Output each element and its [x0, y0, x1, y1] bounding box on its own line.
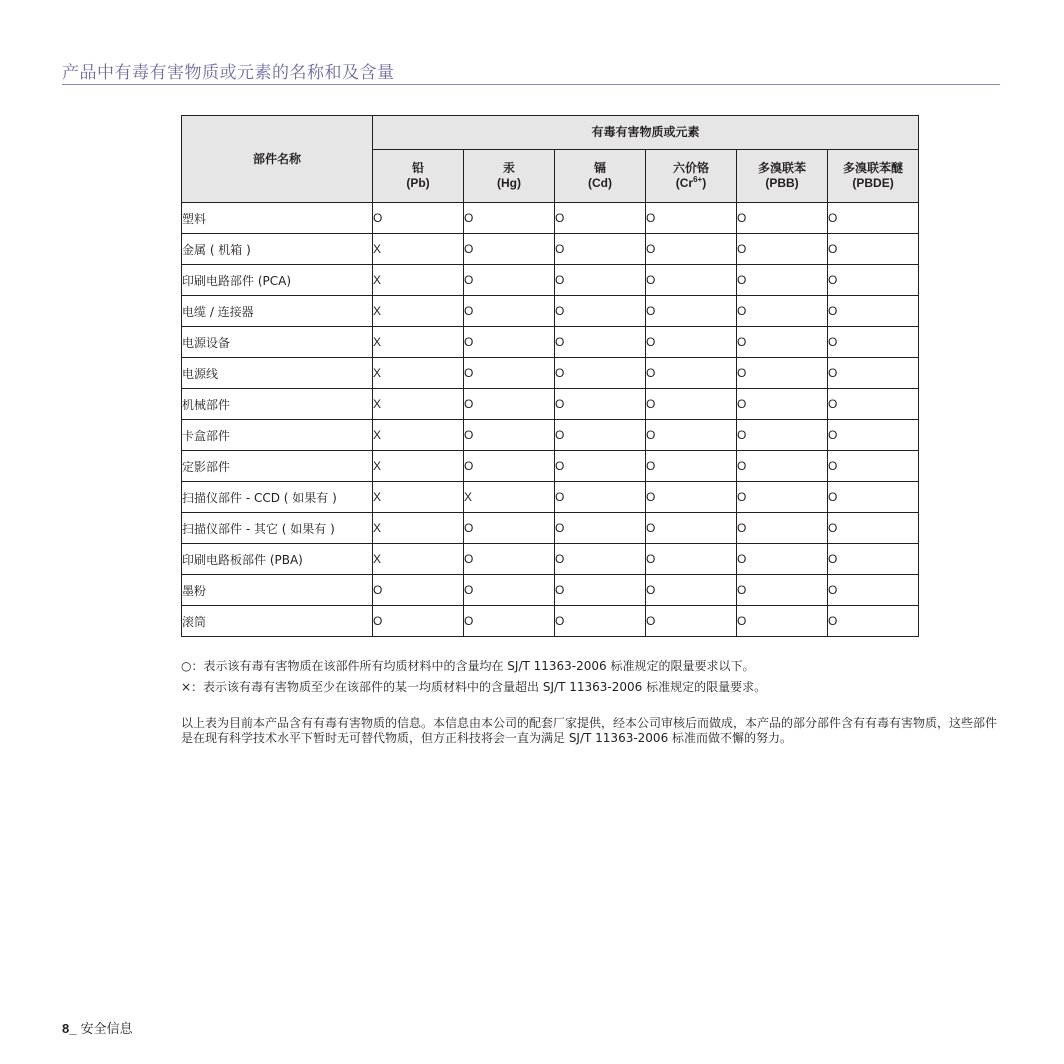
table-row — [182, 358, 919, 389]
legend — [181, 656, 766, 698]
substance-mark-cell: X — [373, 420, 464, 451]
substance-mark-cell: O — [464, 203, 555, 234]
part-name-cell: 定影部件 — [182, 451, 373, 482]
substance-mark-cell: O — [737, 575, 828, 606]
substance-mark-cell: O — [373, 575, 464, 606]
substance-mark-cell: O — [555, 358, 646, 389]
substance-mark-cell: O — [737, 451, 828, 482]
substance-mark-cell: O — [555, 234, 646, 265]
substance-mark-cell: X — [373, 544, 464, 575]
substance-mark-cell: O — [737, 544, 828, 575]
substance-mark-cell: O — [828, 265, 919, 296]
substance-mark-cell: O — [828, 544, 919, 575]
substance-column-header — [737, 150, 828, 203]
substance-mark-cell: O — [464, 420, 555, 451]
substance-mark-cell: O — [464, 234, 555, 265]
substance-mark-cell: O — [737, 265, 828, 296]
part-name-cell: 金属 ( 机箱 ) — [182, 234, 373, 265]
part-name-cell: 电源设备 — [182, 327, 373, 358]
page-number: 8_ — [62, 1021, 77, 1036]
substance-mark-cell: O — [828, 606, 919, 637]
substance-mark-cell: O — [464, 265, 555, 296]
substance-mark-cell: X — [373, 234, 464, 265]
substance-mark-cell: O — [646, 327, 737, 358]
substance-mark-cell: O — [555, 451, 646, 482]
substance-mark-cell: O — [555, 420, 646, 451]
substance-mark-cell: O — [828, 296, 919, 327]
table-row — [182, 451, 919, 482]
table-row — [182, 265, 919, 296]
table-row — [182, 606, 919, 637]
part-name-cell: 墨粉 — [182, 575, 373, 606]
table-row — [182, 234, 919, 265]
table-row — [182, 389, 919, 420]
substance-mark-cell: O — [828, 513, 919, 544]
substance-mark-cell: X — [373, 358, 464, 389]
substance-group-header: 有毒有害物质或元素 — [373, 116, 919, 150]
substance-mark-cell: O — [828, 389, 919, 420]
substance-mark-cell: X — [373, 513, 464, 544]
table-row — [182, 420, 919, 451]
table-row — [182, 544, 919, 575]
substance-mark-cell: O — [555, 265, 646, 296]
substance-mark-cell: O — [828, 451, 919, 482]
substance-mark-cell: O — [555, 575, 646, 606]
section-name: 安全信息 — [80, 1022, 133, 1037]
substance-mark-cell: O — [646, 482, 737, 513]
substance-column-header — [464, 150, 555, 203]
substance-mark-cell: X — [373, 482, 464, 513]
substance-mark-cell: O — [646, 575, 737, 606]
part-name-cell: 印刷电路部件 (PCA) — [182, 265, 373, 296]
page-title: 产品中有毒有害物质或元素的名称和及含量 — [62, 63, 395, 83]
table-row — [182, 482, 919, 513]
table-row — [182, 327, 919, 358]
substance-mark-cell: X — [373, 265, 464, 296]
table-row — [182, 296, 919, 327]
substance-mark-cell: O — [737, 420, 828, 451]
substance-mark-cell: O — [828, 327, 919, 358]
part-name-cell: 扫描仪部件 - CCD ( 如果有 ) — [182, 482, 373, 513]
substance-mark-cell: O — [646, 513, 737, 544]
substance-name: 多溴联苯 — [757, 161, 806, 175]
substance-mark-cell: O — [646, 389, 737, 420]
substance-mark-cell: O — [737, 606, 828, 637]
substance-mark-cell: O — [555, 203, 646, 234]
substance-mark-cell: O — [828, 575, 919, 606]
part-name-cell: 电源线 — [182, 358, 373, 389]
substance-mark-cell: O — [737, 389, 828, 420]
table-row — [182, 513, 919, 544]
substance-mark-cell: O — [646, 265, 737, 296]
substance-name: 六价铬 — [672, 161, 709, 175]
legend-circle: ○：表示该有毒有害物质在该部件所有均质材料中的含量均在 SJ/T 11363-2006 标准规定的限量要求以下。 — [181, 659, 755, 673]
substance-mark-cell: O — [828, 358, 919, 389]
hazardous-substances-table — [181, 115, 919, 637]
substance-mark-cell: X — [373, 389, 464, 420]
substance-mark-cell: O — [464, 296, 555, 327]
substance-mark-cell: O — [555, 513, 646, 544]
substance-mark-cell: O — [646, 544, 737, 575]
substance-mark-cell: O — [464, 327, 555, 358]
substance-column-header — [646, 150, 737, 203]
substance-mark-cell: O — [828, 234, 919, 265]
substance-mark-cell: X — [373, 327, 464, 358]
legend-cross: ×：表示该有毒有害物质至少在该部件的某一均质材料中的含量超出 SJ/T 11363-2006 标准规定的限量要求。 — [181, 680, 767, 694]
substance-mark-cell: O — [464, 544, 555, 575]
substance-column-header — [828, 150, 919, 203]
substance-mark-cell: O — [646, 606, 737, 637]
substance-symbol: (Pb) — [406, 176, 430, 190]
substance-mark-cell: O — [555, 296, 646, 327]
substance-symbol: (PBDE) — [852, 176, 894, 190]
substance-column-header — [373, 150, 464, 203]
substance-symbol: (Cd) — [588, 176, 612, 190]
substance-column-header — [555, 150, 646, 203]
substance-mark-cell: O — [737, 234, 828, 265]
substance-mark-cell: O — [737, 203, 828, 234]
table-row — [182, 203, 919, 234]
substance-mark-cell: O — [828, 482, 919, 513]
substance-symbol: $(Cr^{6+})$ — [675, 175, 707, 190]
substance-mark-cell: O — [555, 544, 646, 575]
part-name-cell: 卡盒部件 — [182, 420, 373, 451]
substance-mark-cell: O — [464, 451, 555, 482]
part-name-cell: 机械部件 — [182, 389, 373, 420]
page-footer — [62, 1018, 133, 1037]
substance-mark-cell: X — [373, 296, 464, 327]
substance-symbol: (PBB) — [765, 176, 799, 190]
substance-mark-cell: X — [464, 482, 555, 513]
part-name-cell: 塑料 — [182, 203, 373, 234]
substance-mark-cell: O — [737, 327, 828, 358]
substance-symbol: (Hg) — [497, 176, 521, 190]
substance-mark-cell: O — [555, 389, 646, 420]
substance-mark-cell: O — [737, 513, 828, 544]
substance-mark-cell: O — [373, 606, 464, 637]
substance-mark-cell: O — [646, 451, 737, 482]
substance-mark-cell: O — [373, 203, 464, 234]
substance-name: 镉 — [593, 161, 606, 175]
part-name-cell: 扫描仪部件 - 其它 ( 如果有 ) — [182, 513, 373, 544]
substance-mark-cell: O — [646, 234, 737, 265]
substance-mark-cell: O — [464, 389, 555, 420]
substance-mark-cell: O — [646, 203, 737, 234]
substance-name: 多溴联苯醚 — [843, 161, 904, 175]
substance-mark-cell: O — [464, 358, 555, 389]
title-divider — [62, 84, 1000, 85]
substance-mark-cell: O — [555, 606, 646, 637]
substance-mark-cell: O — [555, 327, 646, 358]
part-name-cell: 电缆 / 连接器 — [182, 296, 373, 327]
substance-mark-cell: O — [464, 575, 555, 606]
substance-mark-cell: O — [737, 296, 828, 327]
substance-name: 汞 — [502, 161, 515, 175]
substance-mark-cell: O — [828, 203, 919, 234]
substance-mark-cell: O — [646, 296, 737, 327]
part-name-cell: 印刷电路板部件 (PBA) — [182, 544, 373, 575]
substance-name: 铅 — [411, 161, 424, 175]
table-row — [182, 575, 919, 606]
substance-mark-cell: O — [737, 482, 828, 513]
substance-mark-cell: O — [464, 513, 555, 544]
substance-mark-cell: X — [373, 451, 464, 482]
substance-mark-cell: O — [646, 420, 737, 451]
substance-mark-cell: O — [646, 358, 737, 389]
part-name-header: 部件名称 — [182, 116, 373, 203]
substance-mark-cell: O — [828, 420, 919, 451]
substance-mark-cell: O — [464, 606, 555, 637]
part-name-cell: 滚筒 — [182, 606, 373, 637]
disclosure-note: 以上表为目前本产品含有有毒有害物质的信息。本信息由本公司的配套厂家提供，经本公司审核后而做成，本产品的部分部件含有有毒有害物质，这些部件是在现有科学技术水平下暂时无可替代物质，但方正科技将会一直为满足 SJ/T 11363-2006 标准而做不懈的努力。 — [181, 716, 998, 745]
substance-mark-cell: O — [737, 358, 828, 389]
substance-mark-cell: O — [555, 482, 646, 513]
